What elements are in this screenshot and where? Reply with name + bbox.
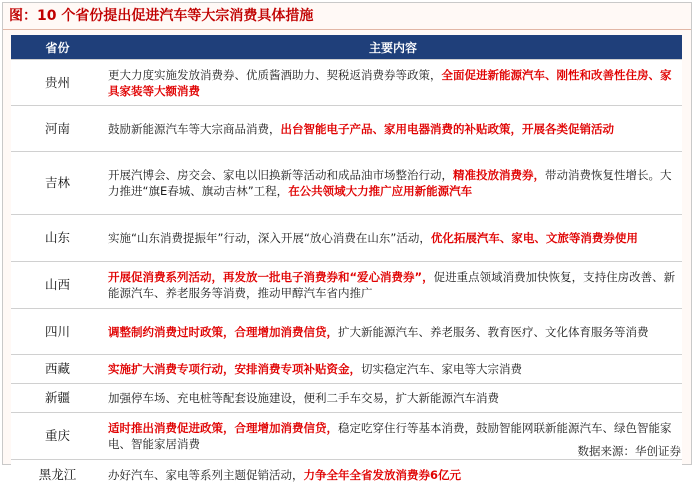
content-text: 更大力度实施发放消费券、优质酱酒助力、契税返消费券等政策， — [108, 68, 442, 82]
figure-title: 图：10 个省份提出促进汽车等大宗消费具体措施 — [3, 3, 691, 30]
highlighted-text: 力争全年全省发放消费券6亿元 — [304, 468, 462, 482]
content-text: 实施“山东消费提振年”行动，深入开展“放心消费在山东”活动， — [108, 231, 431, 245]
table-row — [11, 384, 682, 413]
table-row — [11, 152, 682, 215]
header-content: 主要内容 — [104, 35, 682, 60]
highlighted-text: 适时推出消费促进政策，合理增加消费信贷， — [108, 421, 338, 435]
content-cell — [104, 460, 682, 489]
highlighted-text: 在公共领域大力推广应用新能源汽车 — [288, 184, 472, 198]
table-row — [11, 309, 682, 355]
content-text: 带动消费恢复性增长。大力推进“旗E春城、旗动吉林”工程， — [108, 168, 672, 198]
province-cell: 重庆 — [11, 413, 104, 460]
content-cell — [104, 355, 682, 384]
province-cell: 山东 — [11, 215, 104, 262]
table-body — [11, 60, 682, 489]
table-row — [11, 355, 682, 384]
content-text: 扩大新能源汽车、养老服务、教育医疗、文化体育服务等消费 — [338, 325, 649, 339]
content-text: 切实稳定汽车、家电等大宗消费 — [361, 362, 522, 376]
content-cell — [104, 262, 682, 309]
content-text: 鼓励新能源汽车等大宗商品消费， — [108, 122, 281, 136]
content-text: 办好汽车、家电等系列主题促销活动， — [108, 468, 304, 482]
content-cell — [104, 384, 682, 413]
province-cell: 四川 — [11, 309, 104, 355]
highlighted-text: 精准投放消费券， — [453, 168, 545, 182]
highlighted-text: 开展促消费系列活动，再发放一批电子消费券和“爱心消费券”， — [108, 270, 434, 284]
content-text: 促进重点领域消费加快恢复，支持住房改善、新能源汽车、养老服务等消费，推动甲醇汽车省内推广 — [108, 270, 675, 300]
header-province: 省份 — [11, 35, 104, 60]
content-text: 开展汽博会、房交会、家电以旧换新等活动和成品油市场整治行动， — [108, 168, 453, 182]
highlighted-text: 实施扩大消费专项行动，安排消费专项补贴资金， — [108, 362, 361, 376]
content-cell — [104, 215, 682, 262]
province-cell: 西藏 — [11, 355, 104, 384]
content-cell — [104, 309, 682, 355]
highlighted-text: 全面促进新能源汽车、刚性和改善性住房、家具家装等大额消费 — [108, 68, 672, 98]
table-row — [11, 262, 682, 309]
table-row — [11, 460, 682, 489]
highlighted-text: 优化拓展汽车、家电、文旅等消费券使用 — [431, 231, 638, 245]
highlighted-text: 出台智能电子产品、家用电器消费的补贴政策，开展各类促销活动 — [281, 122, 615, 136]
table-row — [11, 60, 682, 106]
source-note: 数据来源：华创证券 — [578, 443, 682, 459]
province-cell: 贵州 — [11, 60, 104, 106]
province-cell: 新疆 — [11, 384, 104, 413]
table-row — [11, 106, 682, 152]
province-cell: 吉林 — [11, 152, 104, 215]
highlighted-text: 调整制约消费过时政策，合理增加消费信贷， — [108, 325, 338, 339]
measures-table — [11, 35, 682, 489]
content-cell — [104, 60, 682, 106]
province-cell: 河南 — [11, 106, 104, 152]
content-cell — [104, 106, 682, 152]
content-text: 加强停车场、充电桩等配套设施建设，便利二手车交易，扩大新能源汽车消费 — [108, 391, 499, 405]
content-text: 稳定吃穿住行等基本消费，鼓励智能网联新能源汽车、绿色智能家电、智能家居消费 — [108, 421, 672, 451]
province-cell: 黑龙江 — [11, 460, 104, 489]
measures-table-container — [11, 35, 682, 489]
figure-panel — [2, 2, 692, 465]
table-row — [11, 215, 682, 262]
province-cell: 山西 — [11, 262, 104, 309]
table-header-row — [11, 35, 682, 60]
content-cell — [104, 152, 682, 215]
